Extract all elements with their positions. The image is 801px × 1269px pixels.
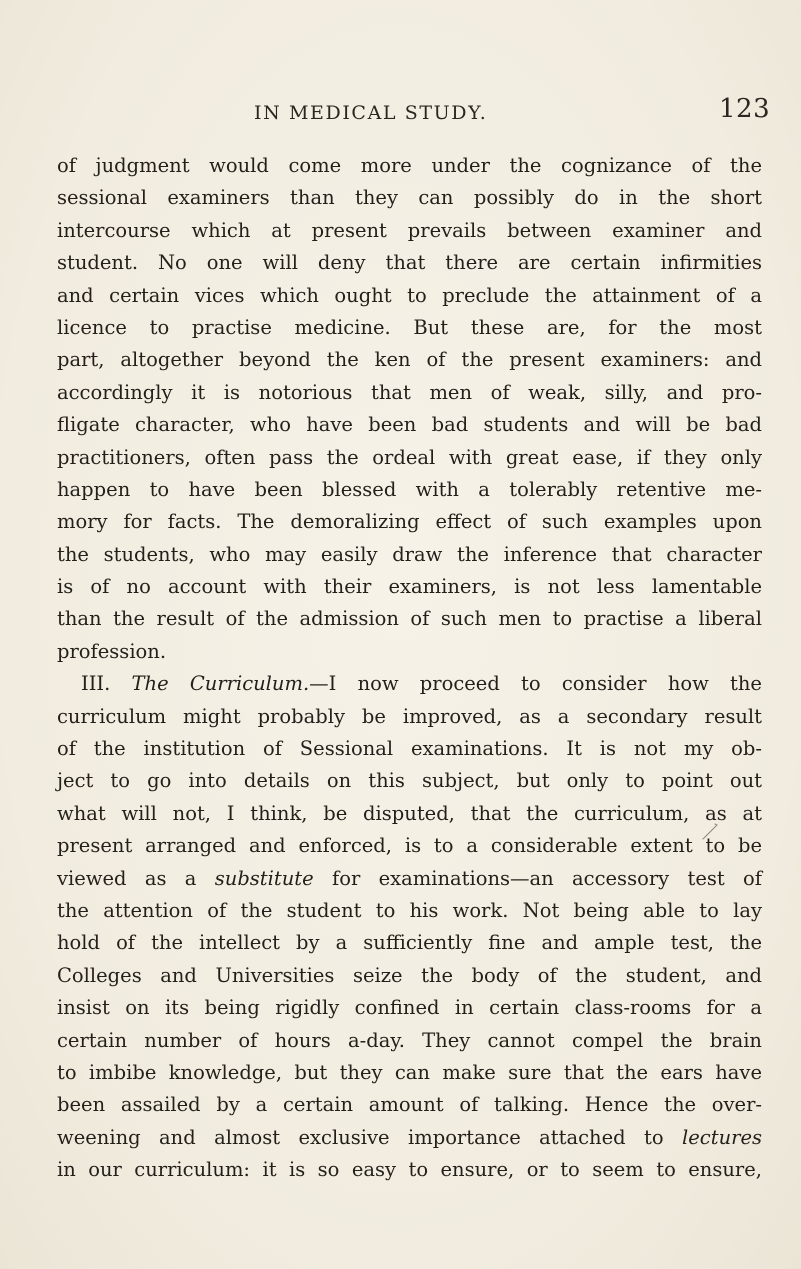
text-line: the attention of the student to his work. Not being able to lay — [57, 898, 762, 922]
text-fragment: viewed as a — [57, 866, 197, 890]
text-line: mory for facts. The demoralizing effect of such examples upon — [57, 510, 762, 534]
text-line: ject to go into details on this subject, but only to point out — [57, 769, 762, 793]
running-head: IN MEDICAL STUDY. — [254, 102, 488, 124]
page-number: 123 — [719, 94, 771, 124]
text-line: in our curriculum: it is so easy to ensure, or to seem to ensure, — [57, 1158, 762, 1182]
section-title: The Curriculum. — [131, 672, 310, 696]
text-line: hold of the intellect by a sufficiently fine and ample test, the — [57, 931, 762, 955]
text-line: is of no account with their examiners, is not less lamentable — [57, 575, 762, 599]
text-line: than the result of the admission of such men to practise a liberal — [57, 607, 762, 631]
text-line: and certain vices which ought to preclude the attainment of a — [57, 283, 762, 307]
text-line: profession. — [57, 639, 167, 663]
text-line: insist on its being rigidly confined in certain class-rooms for a — [57, 996, 762, 1020]
text-line: what will not, I think, be disputed, that the curriculum, as at — [57, 801, 762, 825]
text-line: part, altogether beyond the ken of the present examiners: and — [57, 348, 762, 372]
text-line: of judgment would come more under the cognizance of the — [57, 154, 762, 177]
section-number: III. — [81, 672, 111, 696]
text-line-with-italic — [57, 863, 762, 895]
text-line: intercourse which at present prevails between examiner and — [57, 218, 762, 242]
text-line: student. No one will deny that there are certain infirmities — [57, 251, 762, 275]
italic-term: substitute — [214, 866, 314, 890]
text-fragment: for examinations—an accessory test of — [331, 866, 762, 890]
text-fragment: weening and almost exclusive importance attached to — [57, 1125, 664, 1149]
text-line: sessional examiners than they can possibly do in the short — [57, 186, 762, 210]
text-line: practitioners, often pass the ordeal with great ease, if they only — [57, 445, 762, 469]
text-line: licence to practise medicine. But these are, for the most — [57, 315, 762, 339]
text-line-with-italic — [57, 1122, 762, 1154]
text-line: accordingly it is notorious that men of weak, silly, and pro- — [57, 380, 762, 404]
pencil-mark-icon — [701, 819, 721, 841]
text-line: curriculum might probably be improved, as a secondary result — [57, 704, 762, 728]
text-line: been assailed by a certain amount of talking. Hence the over- — [57, 1093, 762, 1117]
text-line: to imbibe knowledge, but they can make sure that the ears have — [57, 1060, 762, 1084]
text-line: Colleges and Universities seize the body of the student, and — [57, 963, 762, 987]
text-line: happen to have been blessed with a tolerably retentive me- — [57, 477, 762, 501]
text-line: fligate character, who have been bad students and will be bad — [57, 413, 762, 437]
text-line: present arranged and enforced, is to a considerable extent to be — [57, 834, 762, 858]
italic-term: lectures — [682, 1125, 762, 1149]
text-line: of the institution of Sessional examinations. It is not my ob- — [57, 737, 762, 761]
section-heading-line — [57, 668, 762, 700]
text-line: the students, who may easily draw the inference that character — [57, 542, 762, 566]
text-line: certain number of hours a-day. They cannot compel the brain — [57, 1028, 762, 1052]
body-text — [57, 150, 762, 1187]
section-lead-text: —I now proceed to consider how the — [309, 672, 762, 696]
